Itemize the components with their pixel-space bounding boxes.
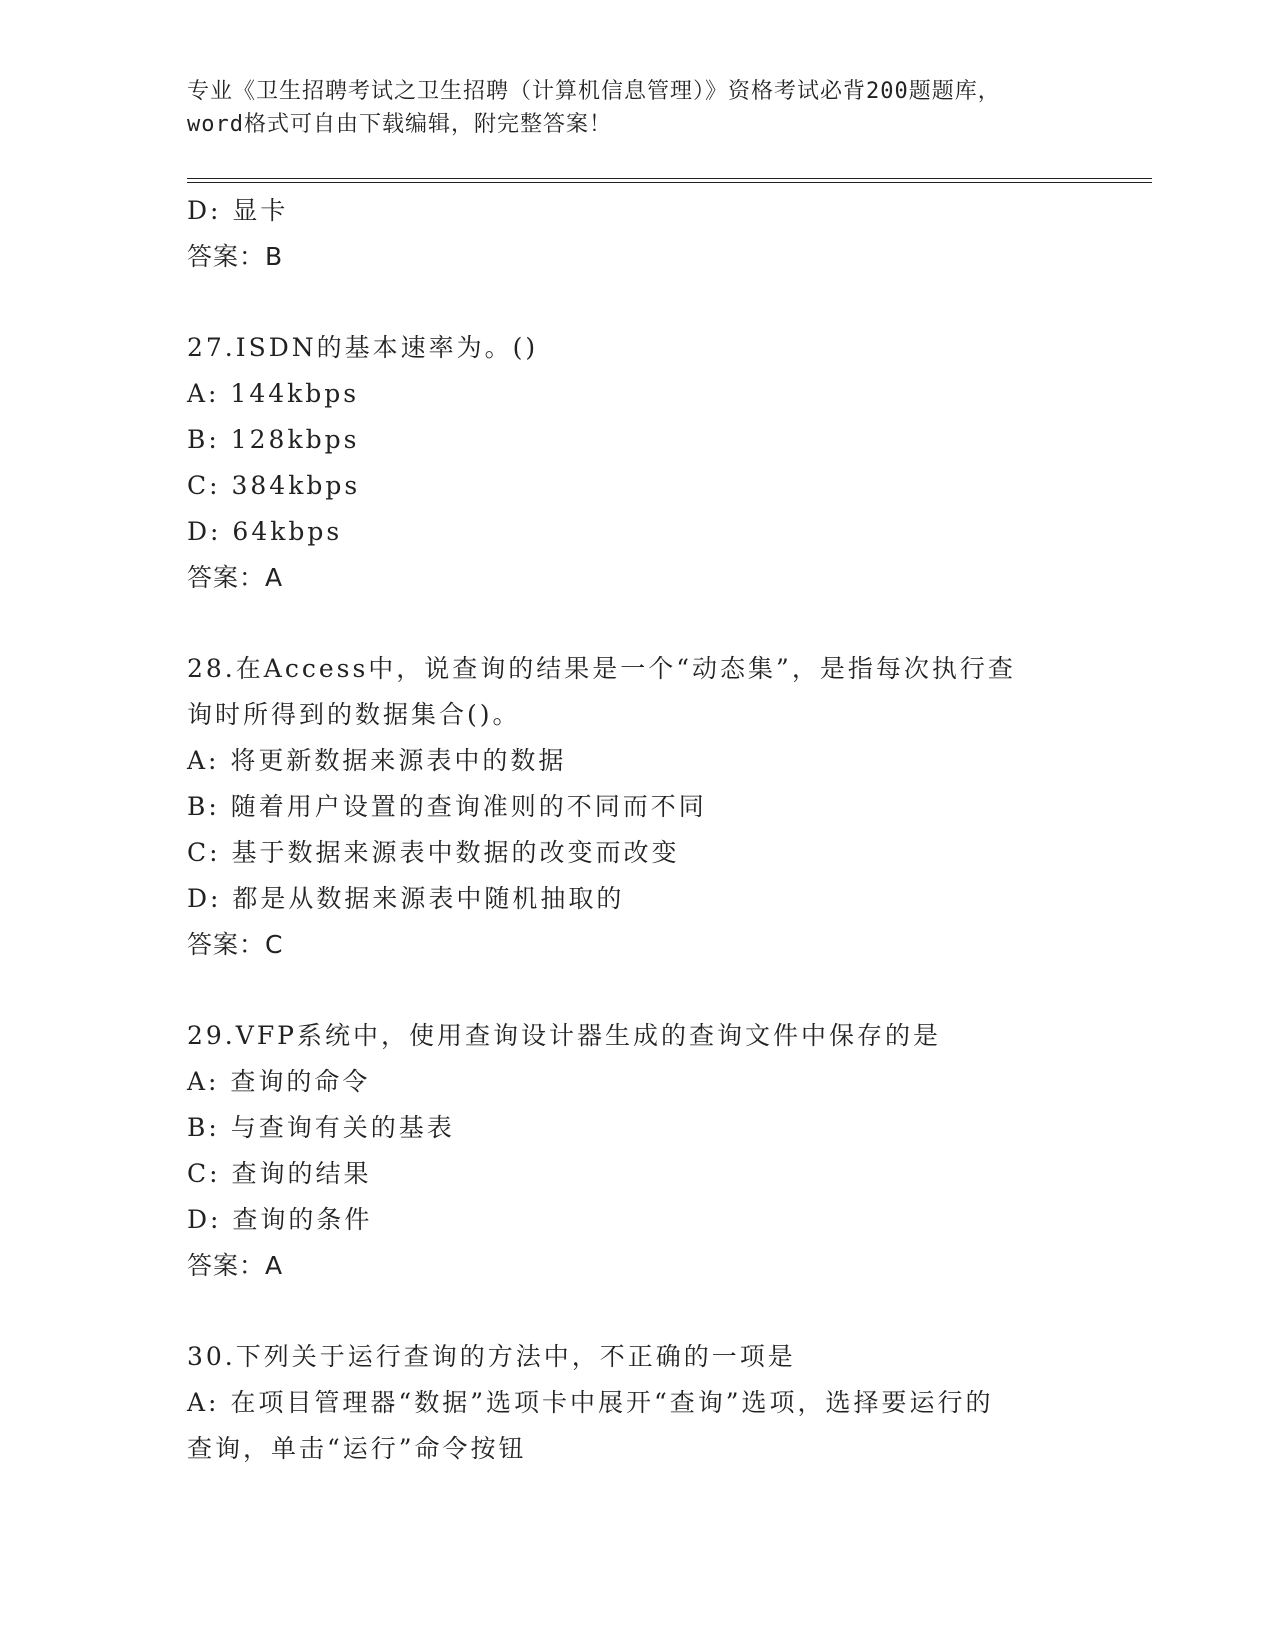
question-stem-line-1: 28.在Access中，说查询的结果是一个“动态集”，是指每次执行查 (187, 654, 1016, 683)
option-c: C: 基于数据来源表中数据的改变而改变 (187, 838, 680, 867)
spacer (187, 1289, 1087, 1334)
question-28 (187, 646, 1087, 968)
spacer (187, 280, 1087, 325)
spacer (187, 601, 1087, 646)
option-c: C: 384kbps (187, 471, 361, 500)
answer-line: 答案：A (187, 563, 284, 592)
question-list (187, 188, 1087, 1472)
option-d: D: 都是从数据来源表中随机抽取的 (187, 884, 625, 913)
option-d: D: 显卡 (187, 196, 289, 225)
option-a: A: 将更新数据来源表中的数据 (187, 746, 567, 775)
option-a-line-1: A: 在项目管理器“数据”选项卡中展开“查询”选项，选择要运行的 (187, 1388, 994, 1417)
answer-line: 答案：B (187, 242, 284, 271)
header-double-rule (187, 178, 1152, 183)
header-line-2: word格式可自由下载编辑，附完整答案！ (187, 112, 612, 137)
option-d: D: 64kbps (187, 517, 343, 546)
option-a: A: 144kbps (187, 379, 360, 408)
question-30 (187, 1334, 1087, 1472)
option-b: B: 与查询有关的基表 (187, 1113, 455, 1142)
option-b: B: 128kbps (187, 425, 360, 454)
question-stem: 30.下列关于运行查询的方法中，不正确的一项是 (187, 1342, 796, 1371)
spacer (187, 968, 1087, 1013)
answer-line: 答案：A (187, 1251, 284, 1280)
question-29 (187, 1013, 1087, 1289)
question-27 (187, 325, 1087, 601)
option-d: D: 查询的条件 (187, 1205, 373, 1234)
option-a: A: 查询的命令 (187, 1067, 371, 1096)
option-b: B: 随着用户设置的查询准则的不同而不同 (187, 792, 707, 821)
answer-line: 答案：C (187, 930, 284, 959)
option-c: C: 查询的结果 (187, 1159, 372, 1188)
document-header (187, 75, 1087, 141)
question-stem: 29.VFP系统中，使用查询设计器生成的查询文件中保存的是 (187, 1021, 941, 1050)
question-stem-line-2: 询时所得到的数据集合()。 (187, 700, 521, 729)
option-a-line-2: 查询，单击“运行”命令按钮 (187, 1434, 527, 1463)
question-stem: 27.ISDN的基本速率为。() (187, 333, 539, 362)
header-line-1: 专业《卫生招聘考试之卫生招聘（计算机信息管理）》资格考试必背200题题库， (187, 79, 1001, 104)
